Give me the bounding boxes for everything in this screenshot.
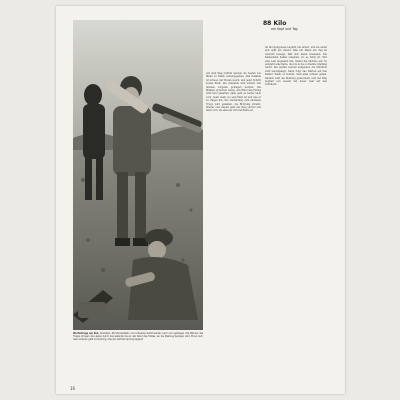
headline-title: 88 Kilo xyxy=(263,20,287,27)
article-headline xyxy=(263,20,298,31)
caption-lead: Werfertrupp am Ziel. xyxy=(73,332,100,335)
caption-text: Granaten, Munitionskästen und schweres Gerät werden nach vorn getragen. Die Männer des Trupps bringen die Lasten durch das Gelände bis an den Rand des Feldes, wo die Stellung bezogen wird. Einer nach dem anderen geht in Deckung, ehe der nächste Sprung beginnt. xyxy=(73,332,203,342)
article-column-2: Im Morgengrauen beginnt die Arbeit, und sie endet erst spät am Abend. Was ein Mann am Tag an Gewicht bewegt, läßt sich kaum ermessen. Die Kameraden helfen einander, wo es nötig ist. Wer eine Last abgesetzt hat, nimmt die nächste auf. So entsteht eine Kette, die bis in die vorderste Stellung reicht. Die Geräte werden aufgebaut, die Munition wird bereitgelegt. Dann folgt das Warten auf den Befehl. Wenn er kommt, muß alles schnell gehen. Danach wird die Stellung gewechselt, und der Weg beginnt von neuem mit neuer Last auf den Schultern. xyxy=(265,46,327,87)
article-column-1: Auf dem Weg dorthin werden die Lasten von Mann zu Mann weitergegeben. Das Gelände ist schwer, der Boden weich, und jeder Schritt kostet Kraft. Die Granaten sind schwer und müssen sorgsam getragen werden. Die Männer sprechen wenig. Am Rand des Feldes wird kurz gehalten, dann geht es weiter nach vorn. Jeder weiß, wo sein Platz ist und was er zu tragen hat. Die Verbindung zum nächsten Trupp wird gehalten, die Richtung stimmt. Wieder und wieder geht der Weg zurück und nach vorn, bis alles an Ort und Stelle ist. xyxy=(206,72,261,113)
soldiers-photo-drawing xyxy=(73,20,203,330)
soldiers-photo xyxy=(73,20,203,330)
photo-caption xyxy=(73,332,203,382)
page-number: 16 xyxy=(70,386,76,391)
headline-subtitle: am Kopf und Tag xyxy=(271,27,298,31)
magazine-page xyxy=(56,6,345,394)
